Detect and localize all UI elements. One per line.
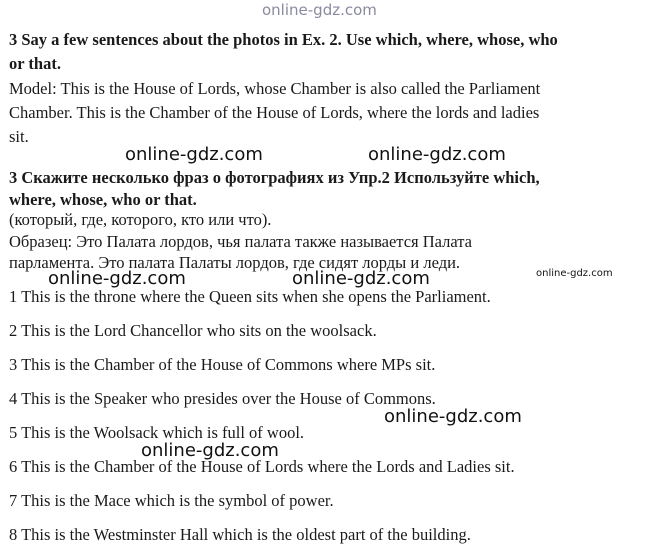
- watermark: online-gdz.com: [536, 268, 613, 279]
- watermark: online-gdz.com: [262, 1, 377, 19]
- model-text-en: sit.: [9, 127, 29, 146]
- model-text-en: Model: This is the House of Lords, whose Chamber is also called the Parliament: [9, 79, 541, 98]
- answer-item: 1 This is the throne where the Queen sits when she opens the Parliament.: [9, 287, 491, 306]
- task-heading-en: or that.: [9, 54, 61, 73]
- model-text-en: Chamber. This is the Chamber of the House of Lords, where the lords and ladies: [9, 103, 540, 122]
- watermark: online-gdz.com: [368, 144, 506, 165]
- answer-item: 3 This is the Chamber of the House of Commons where MPs sit.: [9, 355, 436, 374]
- task-heading-ru: 3 Скажите несколько фраз о фотографиях из Упр.2 Используйте which,: [9, 168, 540, 187]
- answer-item: 5 This is the Woolsack which is full of wool.: [9, 423, 305, 442]
- gloss-ru: (который, где, которого, кто или что).: [9, 210, 272, 229]
- watermark: online-gdz.com: [141, 440, 279, 461]
- task-heading-ru: where, whose, who or that.: [9, 190, 197, 209]
- watermark: online-gdz.com: [125, 144, 263, 165]
- answer-item: 4 This is the Speaker who presides over the House of Commons.: [9, 389, 436, 408]
- answer-item: 6 This is the Chamber of the House of Lords where the Lords and Ladies sit.: [9, 457, 515, 476]
- model-text-ru: парламента. Это палата Палаты лордов, где сидят лорды и леди.: [9, 253, 461, 272]
- model-text-ru: Образец: Это Палата лордов, чья палата также называется Палата: [9, 232, 472, 251]
- watermark: online-gdz.com: [48, 268, 186, 289]
- answer-item: 2 This is the Lord Chancellor who sits on the woolsack.: [9, 321, 377, 340]
- watermark: online-gdz.com: [384, 406, 522, 427]
- watermark: online-gdz.com: [292, 268, 430, 289]
- answer-item: 7 This is the Mace which is the symbol of power.: [9, 491, 334, 510]
- answer-item: 8 This is the Westminster Hall which is the oldest part of the building.: [9, 525, 471, 544]
- task-heading-en: 3 Say a few sentences about the photos in Ex. 2. Use which, where, whose, who: [9, 30, 558, 49]
